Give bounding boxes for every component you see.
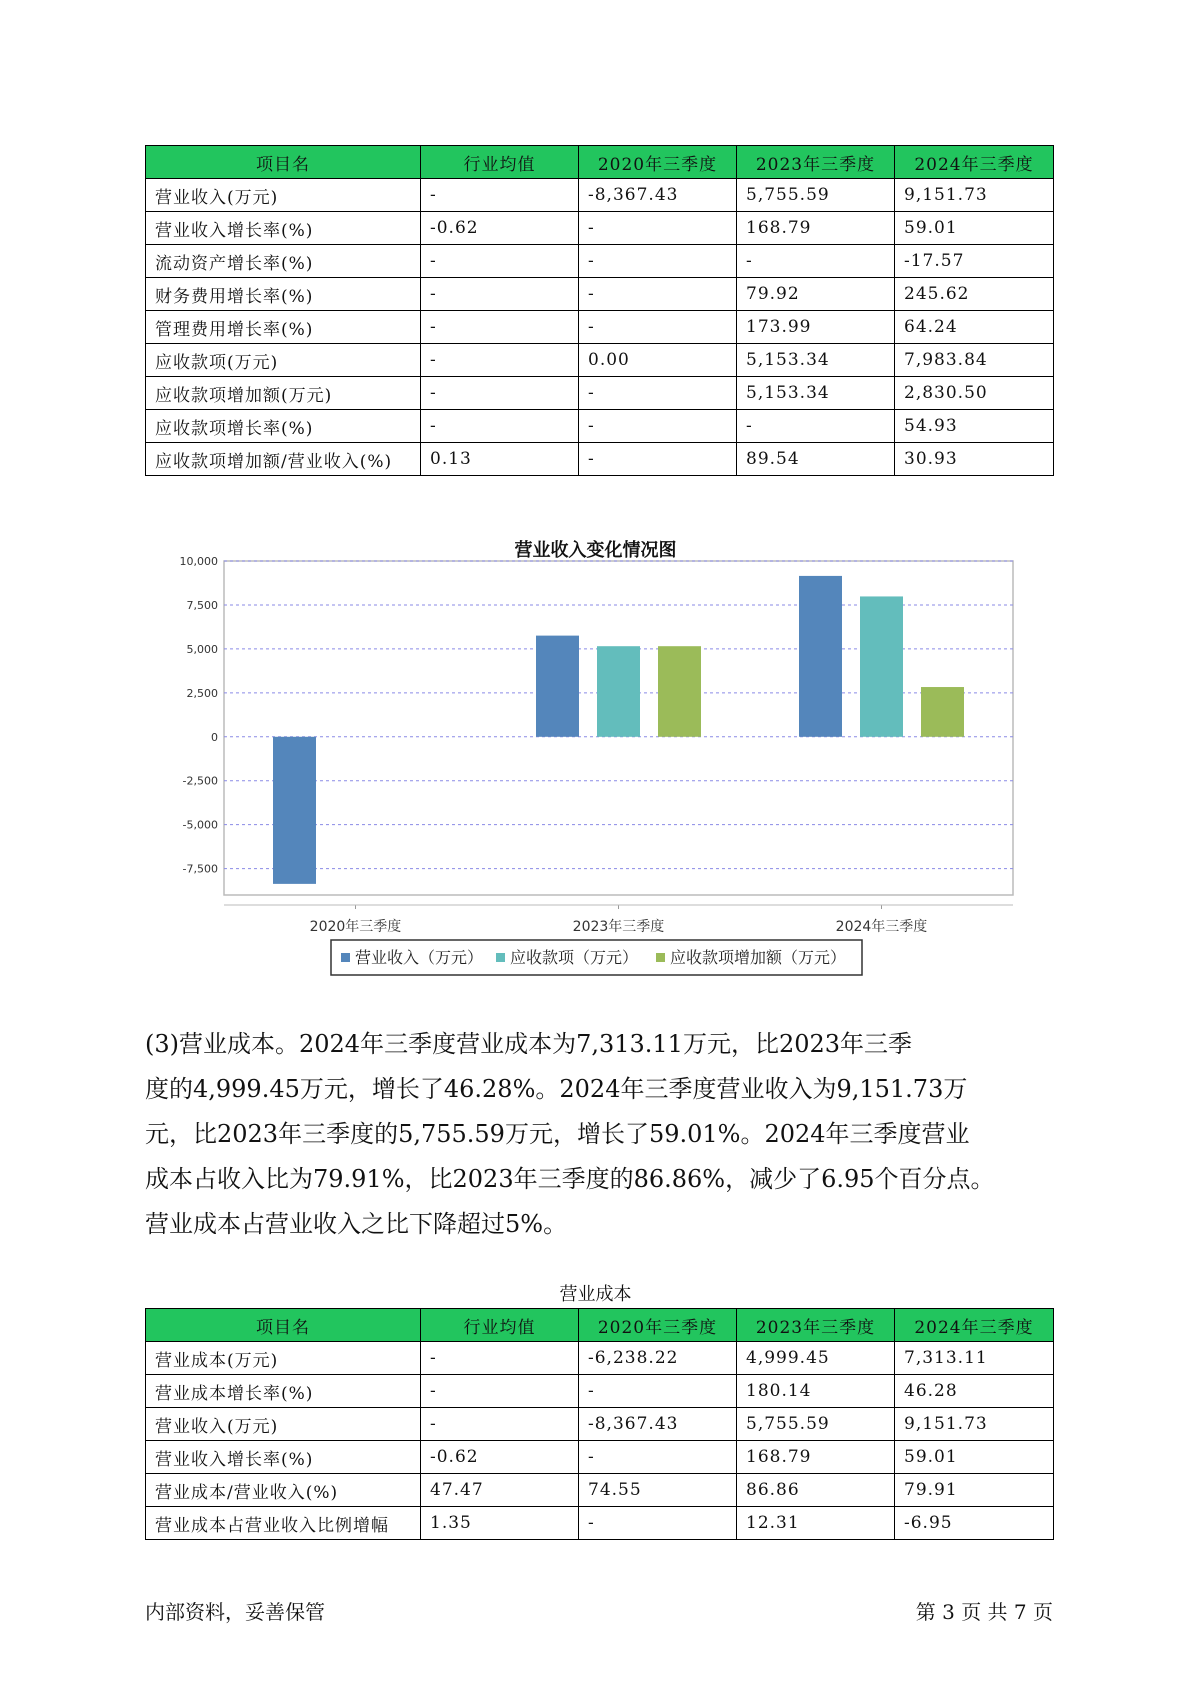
y-tick-label: 2,500 xyxy=(186,686,218,700)
paragraph-line: 成本占收入比为79.91%，比2023年三季度的86.86%，减少了6.95个百分点。 xyxy=(145,1165,995,1193)
bar xyxy=(273,737,316,884)
table-row xyxy=(146,1441,1054,1474)
table-cell: - xyxy=(579,377,737,410)
table-cell: 7,983.84 xyxy=(895,344,1054,377)
table-cell: 财务费用增长率(%) xyxy=(146,278,421,311)
table-cell: -8,367.43 xyxy=(579,179,737,212)
table-cell: 营业收入增长率(%) xyxy=(146,212,421,245)
table-cell: -6.95 xyxy=(895,1507,1054,1540)
table-cell: -0.62 xyxy=(421,1441,579,1474)
table-cell: 5,153.34 xyxy=(737,344,895,377)
table-cell: 79.91 xyxy=(895,1474,1054,1507)
table-cell: - xyxy=(579,1507,737,1540)
bar xyxy=(658,646,701,737)
table-cell: 应收款项增加额/营业收入(%) xyxy=(146,443,421,476)
cost-table xyxy=(145,1308,1054,1540)
footer-confidential: 内部资料，妥善保管 xyxy=(145,1600,325,1624)
table-cell: 168.79 xyxy=(737,1441,895,1474)
header-cell: 行业均值 xyxy=(421,1309,579,1342)
header-cell: 项目名 xyxy=(146,1309,421,1342)
table-cell: 59.01 xyxy=(895,1441,1054,1474)
table-cell: - xyxy=(421,245,579,278)
table-cell: - xyxy=(579,245,737,278)
table-cell: - xyxy=(421,311,579,344)
table-row xyxy=(146,1507,1054,1540)
table-cell: 营业成本占营业收入比例增幅 xyxy=(146,1507,421,1540)
bar xyxy=(799,576,842,737)
table-cell: 4,999.45 xyxy=(737,1342,895,1375)
table-cell: 应收款项增长率(%) xyxy=(146,410,421,443)
table-cell: 12.31 xyxy=(737,1507,895,1540)
table-cell: 营业收入增长率(%) xyxy=(146,1441,421,1474)
y-tick-label: 5,000 xyxy=(186,642,218,656)
table-cell: 9,151.73 xyxy=(895,179,1054,212)
table-cell: 89.54 xyxy=(737,443,895,476)
table-cell: - xyxy=(421,377,579,410)
bar xyxy=(921,687,964,737)
y-tick-label: 10,000 xyxy=(179,555,218,568)
table-cell: - xyxy=(421,344,579,377)
table-cell: 7,313.11 xyxy=(895,1342,1054,1375)
y-tick-label: 0 xyxy=(211,730,218,744)
table-cell: 59.01 xyxy=(895,212,1054,245)
table-row xyxy=(146,1375,1054,1408)
table-cell: 营业成本/营业收入(%) xyxy=(146,1474,421,1507)
table-cell: -6,238.22 xyxy=(579,1342,737,1375)
y-tick-label: -2,500 xyxy=(182,774,218,788)
x-tick-label: 2024年三季度 xyxy=(835,919,928,935)
legend-swatch xyxy=(341,953,350,962)
header-cell: 2020年三季度 xyxy=(579,1309,737,1342)
table-cell: 应收款项增加额(万元) xyxy=(146,377,421,410)
paragraph-line: 元，比2023年三季度的5,755.59万元，增长了59.01%。2024年三季度营业 xyxy=(145,1120,970,1148)
table-cell: 5,755.59 xyxy=(737,179,895,212)
table-cell: 营业收入(万元) xyxy=(146,179,421,212)
table-cell: 74.55 xyxy=(579,1474,737,1507)
table-cell: - xyxy=(579,311,737,344)
table-cell: 79.92 xyxy=(737,278,895,311)
y-tick-label: -7,500 xyxy=(182,862,218,876)
table-cell: - xyxy=(421,1342,579,1375)
table-cell: 5,755.59 xyxy=(737,1408,895,1441)
table-cell: 86.86 xyxy=(737,1474,895,1507)
legend-label: 应收款项（万元） xyxy=(510,948,639,967)
table-cell: - xyxy=(579,410,737,443)
table-cell: - xyxy=(421,1408,579,1441)
table-row xyxy=(146,1474,1054,1507)
table-cell: - xyxy=(579,278,737,311)
table-cell: - xyxy=(421,278,579,311)
table-cell: 营业成本(万元) xyxy=(146,1342,421,1375)
table-cell: 245.62 xyxy=(895,278,1054,311)
bar xyxy=(536,636,579,737)
y-tick-label: 7,500 xyxy=(186,598,218,612)
table-cell: 0.00 xyxy=(579,344,737,377)
header-cell: 2023年三季度 xyxy=(737,1309,895,1342)
table-cell: 173.99 xyxy=(737,311,895,344)
table-row xyxy=(146,1408,1054,1441)
x-tick-label: 2023年三季度 xyxy=(572,919,665,935)
table-cell: 46.28 xyxy=(895,1375,1054,1408)
header-cell: 2024年三季度 xyxy=(895,146,1054,179)
header-cell: 项目名 xyxy=(146,146,421,179)
table-cell: 64.24 xyxy=(895,311,1054,344)
table-cell: - xyxy=(579,1441,737,1474)
chart-title: 营业收入变化情况图 xyxy=(514,540,677,561)
table-header-row xyxy=(146,1309,1054,1342)
header-cell: 行业均值 xyxy=(421,146,579,179)
table-cell: - xyxy=(579,443,737,476)
table-cell: - xyxy=(579,1375,737,1408)
table-cell: - xyxy=(421,410,579,443)
table-cell: 168.79 xyxy=(737,212,895,245)
table-cell: 5,153.34 xyxy=(737,377,895,410)
table-cell: 180.14 xyxy=(737,1375,895,1408)
legend-label: 营业收入（万元） xyxy=(355,948,484,967)
table-cell: 47.47 xyxy=(421,1474,579,1507)
paragraph-line: (3)营业成本。2024年三季度营业成本为7,313.11万元，比2023年三季 xyxy=(145,1030,913,1058)
table-caption: 营业成本 xyxy=(559,1284,632,1305)
footer-page-number: 第 3 页 共 7 页 xyxy=(915,1600,1053,1624)
table-cell: 0.13 xyxy=(421,443,579,476)
table-cell: 2,830.50 xyxy=(895,377,1054,410)
table-cell: 30.93 xyxy=(895,443,1054,476)
table-cell: -8,367.43 xyxy=(579,1408,737,1441)
header-cell: 2020年三季度 xyxy=(579,146,737,179)
header-cell: 2024年三季度 xyxy=(895,1309,1054,1342)
table-cell: 1.35 xyxy=(421,1507,579,1540)
table-cell: 54.93 xyxy=(895,410,1054,443)
table-cell: - xyxy=(579,212,737,245)
x-tick-label: 2020年三季度 xyxy=(309,919,402,935)
legend-swatch xyxy=(496,953,505,962)
header-cell: 2023年三季度 xyxy=(737,146,895,179)
bar xyxy=(860,596,903,736)
legend-swatch xyxy=(656,953,665,962)
legend-label: 应收款项增加额（万元） xyxy=(670,948,847,967)
table-cell: -0.62 xyxy=(421,212,579,245)
table-cell: 9,151.73 xyxy=(895,1408,1054,1441)
paragraph-line: 度的4,999.45万元，增长了46.28%。2024年三季度营业收入为9,151.73万 xyxy=(145,1075,968,1103)
table-cell: - xyxy=(421,179,579,212)
table-cell: - xyxy=(737,410,895,443)
table-cell: - xyxy=(737,245,895,278)
table-cell: -17.57 xyxy=(895,245,1054,278)
table-cell: 管理费用增长率(%) xyxy=(146,311,421,344)
table-cell: 流动资产增长率(%) xyxy=(146,245,421,278)
table-cell: 应收款项(万元) xyxy=(146,344,421,377)
paragraph-line: 营业成本占营业收入之比下降超过5%。 xyxy=(145,1210,568,1238)
table-cell: 营业成本增长率(%) xyxy=(146,1375,421,1408)
bar xyxy=(597,646,640,737)
table-cell: - xyxy=(421,1375,579,1408)
y-tick-label: -5,000 xyxy=(182,818,218,832)
table-cell: 营业收入(万元) xyxy=(146,1408,421,1441)
table-row xyxy=(146,1342,1054,1375)
